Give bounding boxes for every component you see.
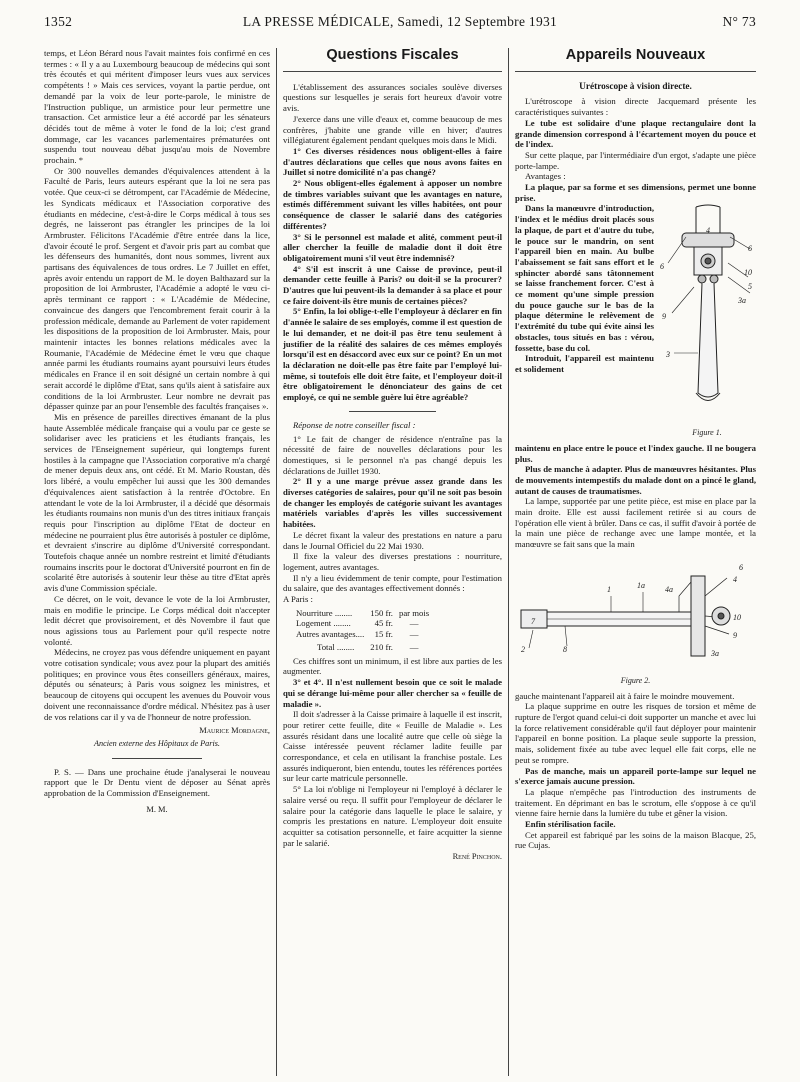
paragraph: Il doit s'adresser à la Caisse primaire à laquelle il est inscrit, pour retirer cette feuille, dite « Feuille de Maladie ». Les assurés résidant dans une localité autre que celle où siège la Caisse intéressée peuvent réclamer ladite feuille par correspondance, et cela en utilisant la franchise postale. Les assurés indiqueront, bien entendu, toutes les références portées sur leur carte matricule personnelle. [283, 709, 502, 784]
column-right [508, 48, 756, 1076]
question: 3° Si le personnel est malade et alité, comment peut-il aller chercher la feuille de maladie dont il doit être obligatoirement muni s'il veut être indemnisé? [283, 231, 502, 263]
paragraph: Enfin stérilisation facile. [525, 819, 616, 830]
paragraph: La plaque, par sa forme et ses dimensions, permet une bonne prise. [515, 182, 756, 203]
table-cell: Total ........ [317, 642, 355, 653]
paragraph: Ce décret, on le voit, devance le vote de la loi Armbruster, mais en modifie le principe. Le Corps médical doit n'accepter ledit décret que provisoirement, et dès Novembre il faut que nous agissions tous au Parlement pour qu'il respecte notre volonté. [44, 593, 270, 647]
paragraph: gauche maintenant l'appareil ait à faire le moindre mouvement. [515, 690, 735, 701]
table-cell: — [409, 618, 419, 629]
figure-label: 6 [748, 244, 752, 254]
paragraph: J'exerce dans une ville d'eaux et, comme beaucoup de mes confrères, j'habite une grande ville en hiver; d'autres villégiaturent également pendant quelques mois dans le Midi. [283, 113, 502, 146]
figure-label: 3a [711, 648, 719, 658]
table-cell: — [409, 628, 419, 639]
figure-2-caption: Figure 2. [620, 675, 651, 685]
divider [349, 411, 437, 412]
figure-label: 4a [665, 584, 673, 594]
figure-label: 9 [733, 630, 737, 640]
paragraph: Or 300 nouvelles demandes d'équivalences attendent à la Faculté de Paris, leurs auteurs espérant que la loi ne sera pas votée. Que ceux-ci se détrompent, car l'Académie de Médecine, les Syndicats médicaux et l'Association corporative des étudiants en médecine, c'est-à-dire le Corps médical à tous ses degrés, ne laisseront pas étrangler les principes de la loi Armbruster. Félicitons l'Académie d'être entrée dans la lice, d'avoir écouté le prof. Sergent et d'avoir pris part au combat que les défenseurs des humanités, dont nous sommes, livrent aux partisans des équivalences de tous ordres. Le 7 Juillet en effet, après avoir entendu un rapport de M. le doyen Balthazard sur la proposition de loi Armbruster, l'Académie a adopté le vœu ci-après terminant ce rapport : « L'Académie de Médecine, convaincue des dangers que l'encombrement ferait courir à la profession médicale, demande au Parlement de voter rapidement les dispositions de la proposition de loi Armbruster. Mais, pour maintenir intactes les bonnes relations médicales avec la Roumanie, l'Académie de Médecine émet le vœu que chaque année parmi les étudiants roumains ayant poursuivi leurs études médicales en France il en soit désigné un certain nombre à qui serait accordé le diplôme d'Etat, sans qu'ils aient à satisfaire aux conditions de la loi Armbruster. Leur nombre ne devrait pas dépasser quinze par an pour l'ensemble des facultés françaises ». [44, 165, 270, 412]
paragraph: 3° et 4°. Il n'est nullement besoin que ce soit le malade qui se dérange lui-même pour aller chercher sa « feuille de maladie ». [283, 677, 502, 709]
paragraph: Introduit, l'appareil est maintenu et solidement [515, 353, 654, 374]
paragraph: La lampe, supportée par une petite pièce, est mise en place par la main droite. Elle est aussi facilement retirée si au cours de l'opération elle vient à brûler. Dans ce cas, il suffit d'avoir à portée de la main une pièce de rechange avec une lampe montée, et la manœuvre se fait sans que la main [515, 496, 756, 550]
paragraph: 5° La loi n'oblige ni l'employeur ni l'employé à déclarer le salaire versé ou reçu. Il suffit pour l'employeur de déclarer le salaire pour la catégorie dans laquelle le place le salaire, y compris les prestations en nature. L'employeur doit ensuite acquitter sa cotisation personnelle, et faire acquitter la sienne par le salarié. [283, 784, 502, 848]
figure-1-text [515, 203, 654, 442]
paragraph: 1° Le fait de changer de résidence n'entraîne pas la nécessité de faire de nouvelles déclarations pour les domestiques, si le personnel n'a pas changé depuis les déclarations de Juillet 1930. [283, 433, 502, 476]
paragraph: Il fixe la valeur des diverses prestations : nourriture, logement, autres avantages. [283, 551, 502, 572]
paragraph: Plus de manche à adapter. Plus de manœuvres hésitantes. Plus de mouvements intempestifs du malade dont on a pincé le gland, autant de causes de traumatismes. [515, 464, 756, 496]
urethroscope-figure-1 [658, 203, 756, 423]
journal-title: LA PRESSE MÉDICALE, Samedi, 12 Septembre 1931 [242, 14, 558, 29]
figure-label: 3 [666, 350, 670, 360]
table-row [293, 618, 432, 629]
paragraph: maintenu en place entre le pouce et l'index gauche. Il ne bougera plus. [515, 442, 756, 464]
figure-label: 5 [748, 282, 752, 292]
figure-label: 4 [706, 226, 710, 236]
paragraph: Sur cette plaque, par l'intermédiaire d'un ergot, s'adapte une pièce porte-lampe. [515, 149, 756, 171]
paragraph: Le tube est solidaire d'une plaque rectangulaire dont la grande dimension correspond à l'écartement moyen du pouce et de l'index. [515, 117, 756, 150]
issue-number: N° 73 [722, 14, 756, 29]
author-title: Ancien externe des Hôpitaux de Paris. [94, 739, 220, 748]
figure-label: 6 [660, 262, 664, 272]
section-heading: Questions Fiscales [326, 47, 459, 63]
table-cell: — [409, 642, 419, 653]
paragraph: Mis en présence de pareilles directives émanant de la plus haute Assemblée médicale française qui a voulu par ce geste se solidariser avec les praticiens et les étudiants français, les services de l'Enseignement supérieur, qui longtemps furent hostiles à la campagne que l'Association corporative m'a chargé de mener depuis deux ans, ont cédé. Et M. Mario Roustan, dès lors libéré, a voulu empêcher lui aussi que les 300 demandes d'équivalences aient satisfaction à la rentrée d'Octobre. En attendant le vote de la loi Armbruster, il a décidé que désormais les étudiants roumains non munis d'un des titres initiaux français requis pour l'inscription au diplôme l'Etat de docteur en médecine ne pourraient plus être autorisés à postuler ce diplôme, et devraient s'inscrire au diplôme d'Université correspondant. Toutefois chaque année un nombre restreint et limité d'étudiants roumains inscrits pour le doctorat d'Université pourront en fin de scolarité être autorisés à soutenir leur thèse au titre d'Etat après avis d'une Commission spéciale. [44, 411, 270, 594]
figure-label: 10 [744, 268, 752, 278]
paragraph: Il n'y a lieu évidemment de tenir compte, pour l'estimation du salaire, que des avantages effectivement donnés : [283, 572, 502, 594]
paragraph: temps, et Léon Bérard nous l'avait maintes fois confirmé en ces termes : « Il y a au Luxembourg beaucoup de médecins qui sont très écoutés et qui méritent d'imposer leurs vues aux services compétents ! » Mais ces services, voyant la partie perdue, ont demandé par la voix de leur porte-parole, le ministre de l'Instruction publique, un armistice pour leur permettre une transaction. Cet armistice leur a été accordé par les sénateurs décidés tout de même à voter le fond de la loi; c'est grand dommage, car les vacances parlementaires prématurées ont suspendu tout nouveau débat jusqu'au mois de Novembre prochain. * [44, 48, 270, 166]
divider [283, 71, 502, 72]
initials: M. M. [146, 804, 168, 814]
paragraph: Médecins, ne croyez pas vous défendre uniquement en payant votre cotisation syndicale; vous avez pour la plupart des amitiés politiques; en province vous êtes conseillers généraux, maires, députés ou sénateurs; à Paris vous soignez les ministres, et beaucoup de citoyens qui occupent les avenues du Pouvoir vous doivent une reconnaissance d'ordre médical. N'hésitez pas à user de vos relations car il y va de l'honneur de notre profession. [44, 647, 270, 722]
figure-label: 6 [739, 562, 743, 572]
paragraph: Ces chiffres sont un minimum, il est libre aux parties de les augmenter. [283, 655, 502, 677]
article-subheading: Urétroscope à vision directe. [579, 81, 692, 92]
postscript: P. S. — Dans une prochaine étude j'analyserai le nouveau rapport que le Dr Dentu vient de déposer au Sénat après approbation de la Commission d'Enseignement. [44, 766, 270, 799]
table-cell: 45 fr. [374, 618, 393, 629]
figure-label: 1a [637, 580, 645, 590]
figure-label: 8 [563, 644, 567, 654]
table-cell: 210 fr. [370, 642, 393, 653]
paragraph: Avantages : [525, 171, 566, 182]
urethroscope-figure-2 [515, 556, 757, 674]
payment-table [293, 608, 432, 653]
question: 2° Nous obligent-elles également à apposer un nombre de timbres variables suivant que les avantages en nature, estimés différemment suivant les villes habitées, ont pour conséquence de classer le salarié dans des catégories différentes? [283, 178, 502, 231]
paragraph: Pas de manche, mais un appareil porte-lampe sur lequel ne s'exerce jamais aucune pression. [515, 765, 756, 787]
column-middle [276, 48, 508, 1076]
question: 4° S'il est inscrit à une Caisse de province, peut-il demander cette feuille à Paris? ou doit-il se la procurer? D'autres que lui peuvent-ils la demander à sa place et pour ce faire doivent-ils être munis de certaines pièces? [283, 263, 502, 306]
figure-1 [658, 203, 756, 442]
table-cell: Logement ........ [296, 618, 351, 629]
table-cell: Nourriture ........ [296, 607, 353, 618]
paragraph: Le décret fixant la valeur des prestations en nature a paru dans le Journal Officiel du 22 Mai 1930. [283, 529, 502, 551]
figure-label: 2 [521, 644, 525, 654]
question: 1° Ces diverses résidences nous obligent-elles à faire d'autres déclarations que celles que nous avons faites en Juillet si notre domicilité n'a pas changé? [283, 145, 502, 178]
table-cell: Autres avantages.... [296, 628, 365, 639]
table-cell: par mois [398, 607, 430, 618]
table-row [293, 608, 432, 619]
paragraph: Dans la manœuvre d'introduction, l'index et le médius droit placés sous la plaque, de part et d'autre du tube, le pouce sur le mandrin, on sent l'appareil bien en main. Au bulbe l'abaissement se fait sans effort et le sphincter abordé sans tâtonnement se laisse franchement forcer. C'est à ce moment qu'une simple pression du pouce gauche sur le bas de la plaque détermine le relèvement de l'extrémité du tube qui évite ainsi les obstacles, tous situés en bas : vérou, fossette, base du col. [515, 203, 654, 353]
paragraph: L'établissement des assurances sociales soulève diverses questions sur lesquelles je serais fort heureux d'avoir votre avis. [283, 81, 502, 114]
question: 5° Enfin, la loi oblige-t-elle l'employeur à déclarer en fin d'année le salaire de ses employés, comme il est question de le lui demander, et ne doit-il pas être tenu seulement à justifier de la réalité des salaires de ces mêmes employés lorsqu'il est en désaccord avec eux sur ce point? En un mot la déclaration ne doit-elle pas être faite par l'employé lui-même, si toutefois elle doit être faite, et l'employeur doit-il être obligatoirement le dénonciateur des gains de cet employé, ce qui ne semble guère lui être agréable? [283, 306, 502, 403]
page-number: 1352 [44, 14, 73, 29]
author-signature: René Pinchon. [452, 852, 502, 862]
table-total-row [293, 639, 432, 653]
figure-label: 10 [733, 612, 741, 622]
column-left [44, 48, 276, 1076]
figure-label: 9 [662, 312, 666, 322]
paragraph: La plaque n'empêche pas l'introduction des instruments de traitement. En déprimant en bas le scrotum, elle s'oppose à ce qu'il vienne faire hernie dans la lumière du tube et gêner la vision. [515, 786, 756, 819]
figure-label: 3a [738, 296, 746, 306]
table-cell: 150 fr. [370, 607, 393, 618]
running-head [44, 14, 756, 36]
section-heading: Appareils Nouveaux [565, 47, 706, 63]
figure-label: 1 [607, 584, 611, 594]
author-signature: Maurice Mordagne, [199, 726, 270, 736]
table-cell: 15 fr. [374, 628, 393, 639]
paragraph: 2° Il y a une marge prévue assez grande dans les diverses catégories de salaires, pour qu'il ne soit pas besoin de changer les employés de catégorie suivant les avantages matériels variables d'après les villes successivement habitées. [283, 476, 502, 530]
paragraph: Cet appareil est fabriqué par les soins de la maison Blacque, 25, rue Cujas. [515, 829, 756, 851]
answer-title: Réponse de notre conseiller fiscal : [293, 419, 416, 430]
figure-label: 7 [531, 616, 535, 626]
city-label: A Paris : [283, 594, 313, 605]
columns [44, 48, 756, 1076]
table-row [293, 629, 432, 640]
paragraph: L'urétroscope à vision directe Jacquemard présente les caractéristiques suivantes : [515, 96, 756, 118]
figure-label: 4 [733, 574, 737, 584]
divider [112, 758, 202, 759]
figure-1-wrap [515, 203, 756, 442]
figure-1-caption: Figure 1. [692, 428, 722, 438]
divider [515, 71, 756, 72]
paragraph: La plaque supprime en outre les risques de torsion et même de rupture de l'ergot quand celui-ci doit supporter un manche et avec lui la force relativement considérable qu'il faut déployer pour maintenir l'appareil en bonne position. La plaque seule supporte la pression, mais, solidement fixée au tube avec lequel elle fait corps, elle ne peut se rompre. [515, 701, 756, 765]
